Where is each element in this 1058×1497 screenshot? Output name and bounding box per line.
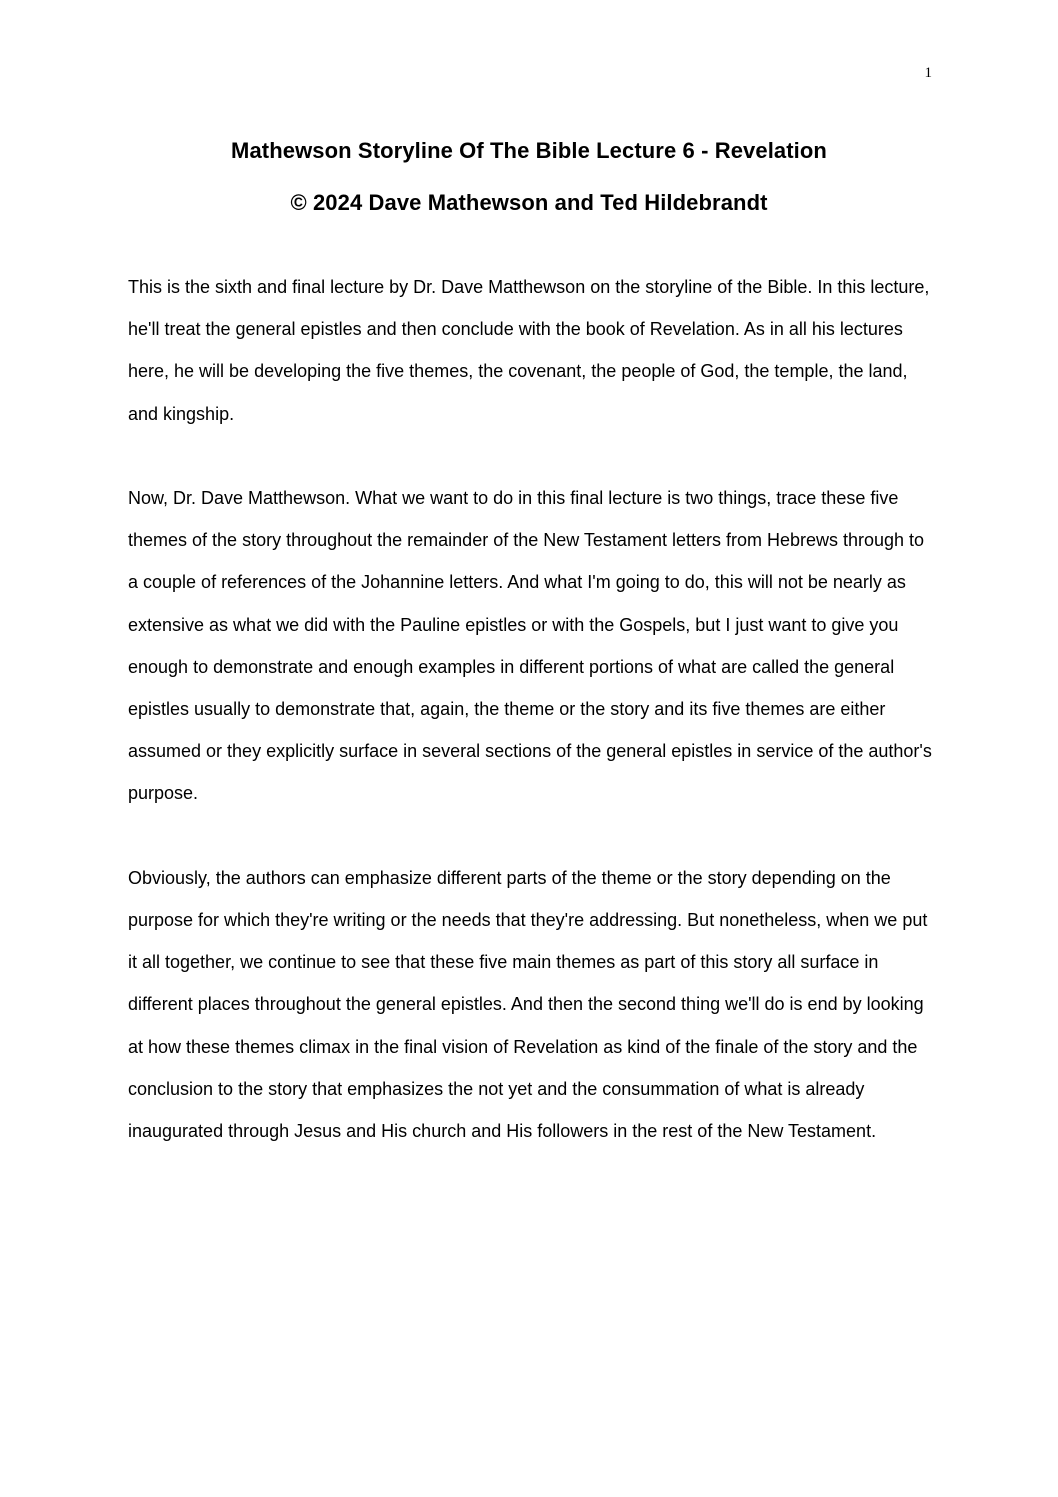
copyright-line: © 2024 Dave Mathewson and Ted Hildebrandt [290,190,768,215]
body-text [128,266,934,1194]
paragraph-intro: This is the sixth and final lecture by Dr. Dave Matthewson on the storyline of the Bible. In this lecture, he'll treat the general epistles and then conclude with the book of Revelation. As in all his lectures here, he will be developing the five themes, the covenant, the people of God, the temple, the land, and kingship. [128,277,930,424]
document-title: Mathewson Storyline Of The Bible Lecture 6 - Revelation [231,138,827,163]
title-block [0,125,1058,229]
page-number: 1 [924,65,932,81]
paragraph-lecture-plan: Now, Dr. Dave Matthewson. What we want to do in this final lecture is two things, trace these five themes of the story throughout the remainder of the New Testament letters from Hebrews through to a couple of references of the Johannine letters. And what I'm going to do, this will not be nearly as extensive as what we did with the Pauline epistles or with the Gospels, but I just want to give you enough to demonstrate and enough examples in different portions of what are called the general epistles usually to demonstrate that, again, the theme or the story and its five themes are either assumed or they explicitly surface in several sections of the general epistles in service of the author's purpose. [128,488,932,804]
paragraph-themes-summary: Obviously, the authors can emphasize different parts of the theme or the story depending on the purpose for which they're writing or the needs that they're addressing. But nonetheless, when we put it all together, we continue to see that these five main themes as part of this story all surface in different places throughout the general epistles. And then the second thing we'll do is end by looking at how these themes climax in the final vision of Revelation as kind of the finale of the story and the conclusion to the story that emphasizes the not yet and the consummation of what is already inaugurated through Jesus and His church and His followers in the rest of the New Testament. [128,867,928,1142]
